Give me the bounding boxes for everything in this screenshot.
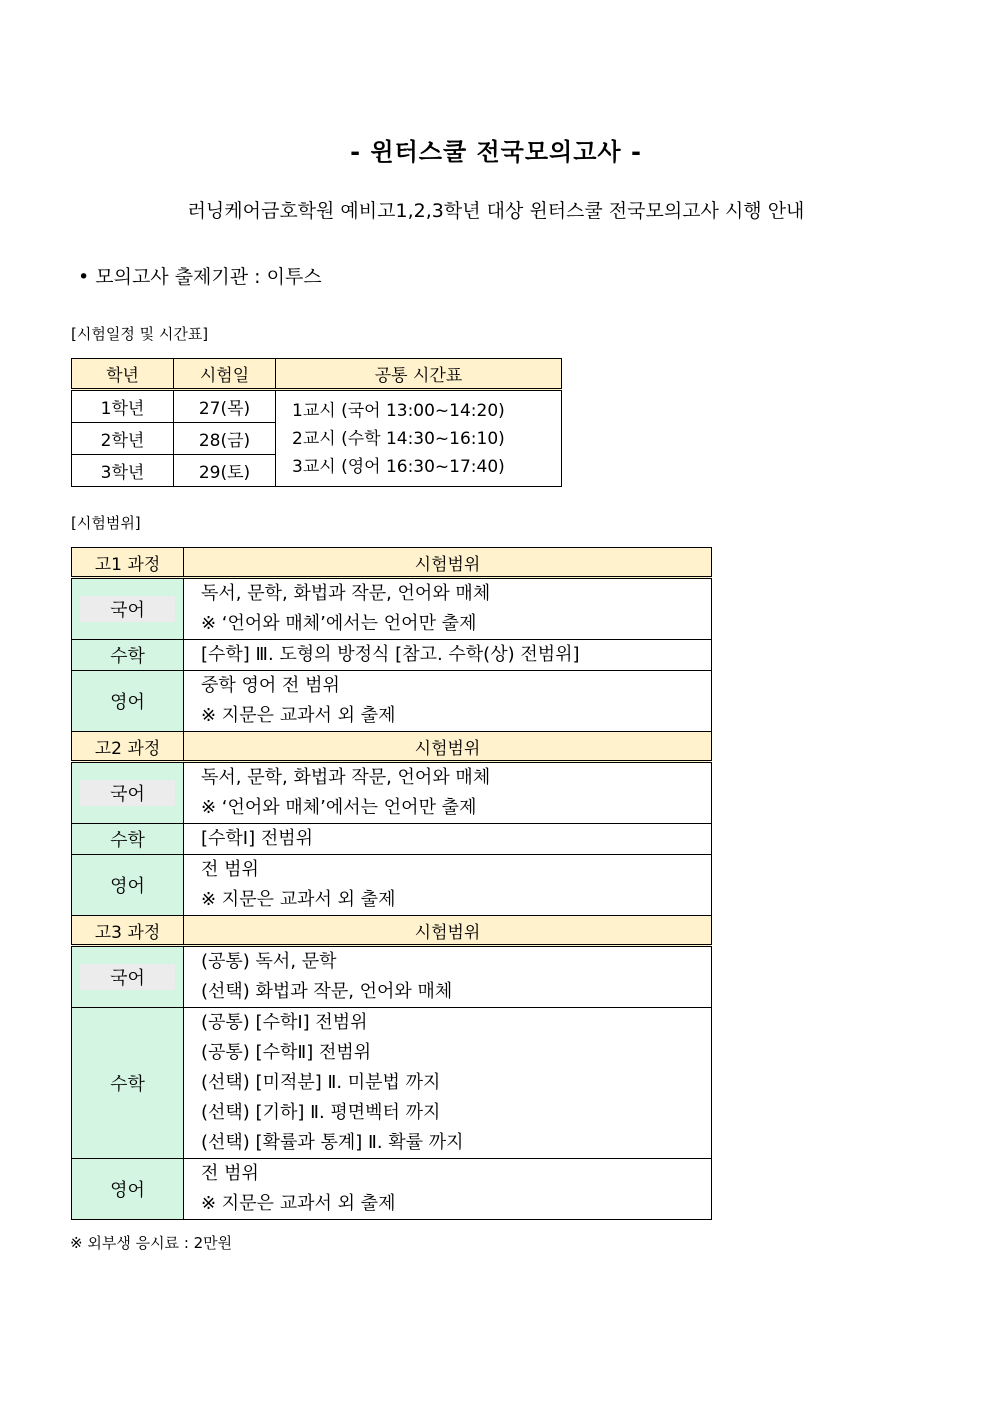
page-subtitle: 러닝케어금호학원 예비고1,2,3학년 대상 윈터스쿨 전국모의고사 시행 안내	[187, 200, 805, 222]
range-cell: (공통) [수학Ⅰ] 전범위 (공통) [수학Ⅱ] 전범위 (선택) [미적분] Ⅱ. 미분법 까지 (선택) [기하] Ⅱ. 평면벡터 까지 (선택) [확률과 통계] Ⅱ. 확률 까지	[184, 1008, 712, 1159]
subject-cell: 영어	[72, 855, 184, 916]
range-header: 시험범위	[184, 548, 712, 578]
range-header: 시험범위	[184, 916, 712, 946]
subject-cell: 영어	[72, 1159, 184, 1220]
range-cell: 전 범위 ※ 지문은 교과서 외 출제	[184, 855, 712, 916]
header-grade: 학년	[72, 359, 174, 390]
period-2: 2교시 (수학 14:30~16:10)	[292, 428, 505, 449]
page-title: - 윈터스쿨 전국모의고사 -	[350, 138, 642, 166]
header-date: 시험일	[174, 359, 276, 390]
section-header: 고3 과정	[72, 916, 184, 946]
header-timetable: 공통 시간표	[276, 359, 562, 390]
range-label: [시험범위]	[71, 514, 141, 532]
period-3: 3교시 (영어 16:30~17:40)	[292, 456, 505, 477]
subject-cell: 국어	[72, 946, 184, 1008]
grade-cell: 2학년	[72, 423, 174, 455]
date-cell: 28(금)	[174, 423, 276, 455]
subject-cell: 수학	[72, 824, 184, 855]
period-1: 1교시 (국어 13:00~14:20)	[292, 400, 505, 421]
range-cell: 독서, 문학, 화법과 작문, 언어와 매체 ※ ‘언어와 매체’에서는 언어만 출제	[184, 578, 712, 640]
schedule-table	[71, 358, 562, 487]
range-cell: (공통) 독서, 문학 (선택) 화법과 작문, 언어와 매체	[184, 946, 712, 1008]
footnote: ※ 외부생 응시료 : 2만원	[70, 1234, 233, 1252]
range-cell: [수학Ⅰ] 전범위	[184, 824, 712, 855]
grade-cell: 1학년	[72, 390, 174, 423]
range-table	[71, 547, 712, 1220]
range-cell: [수학] Ⅲ. 도형의 방정식 [참고. 수학(상) 전범위]	[184, 640, 712, 671]
date-cell: 29(토)	[174, 455, 276, 487]
schedule-label: [시험일정 및 시간표]	[71, 325, 209, 343]
subject-cell: 국어	[72, 578, 184, 640]
subject-cell: 영어	[72, 671, 184, 732]
section-header: 고1 과정	[72, 548, 184, 578]
range-header: 시험범위	[184, 732, 712, 762]
range-cell: 중학 영어 전 범위 ※ 지문은 교과서 외 출제	[184, 671, 712, 732]
subject-cell: 수학	[72, 1008, 184, 1159]
subject-cell: 국어	[72, 762, 184, 824]
timetable-cell	[276, 390, 562, 487]
date-cell: 27(목)	[174, 390, 276, 423]
grade-cell: 3학년	[72, 455, 174, 487]
section-header: 고2 과정	[72, 732, 184, 762]
range-cell: 전 범위 ※ 지문은 교과서 외 출제	[184, 1159, 712, 1220]
exam-provider: • 모의고사 출제기관 : 이투스	[78, 266, 322, 288]
range-cell: 독서, 문학, 화법과 작문, 언어와 매체 ※ ‘언어와 매체’에서는 언어만 출제	[184, 762, 712, 824]
subject-cell: 수학	[72, 640, 184, 671]
